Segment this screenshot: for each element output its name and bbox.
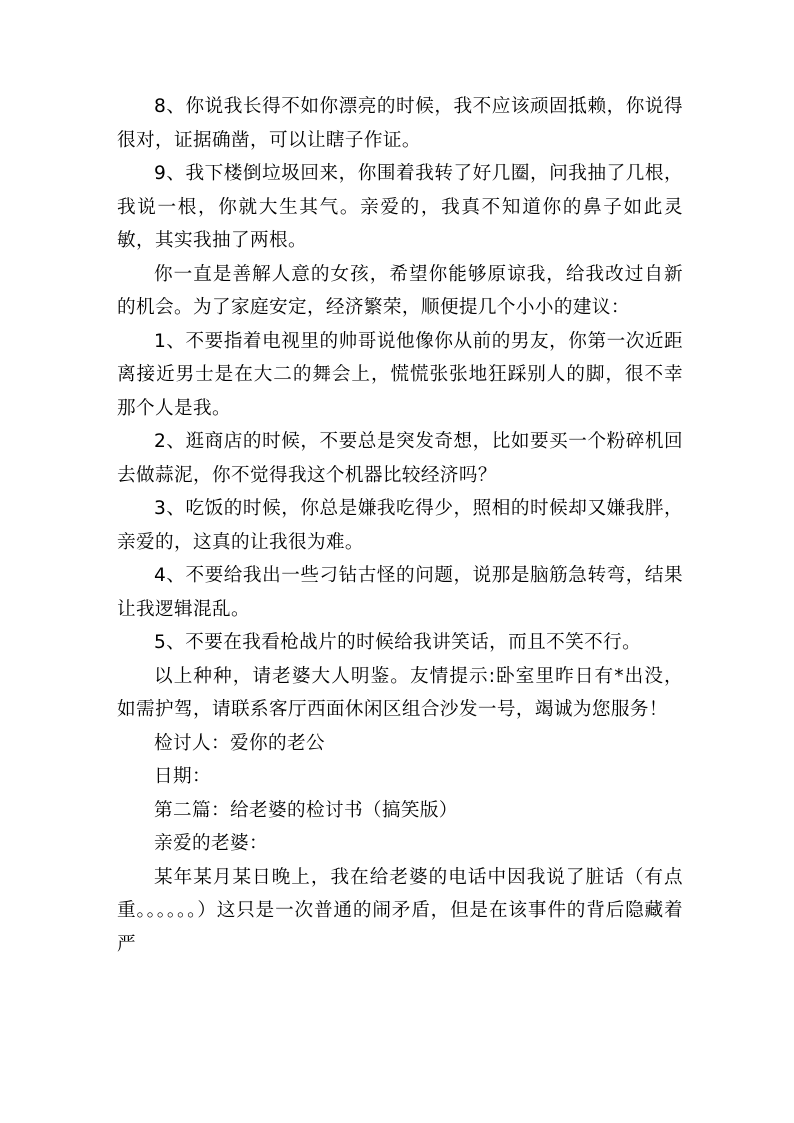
paragraph-request-forgiveness: 你一直是善解人意的女孩，希望你能够原谅我，给我改过自新的机会。为了家庭安定，经济繁荣，顺便提几个小小的建议： [117, 263, 683, 318]
paragraph-closing-note: 以上种种，请老婆大人明鉴。友情提示:卧室里昨日有*出没，如需护驾，请联系客厅西面休闲区组合沙发一号，竭诚为您服务！ [117, 665, 683, 720]
salutation: 亲爱的老婆： [154, 833, 268, 854]
date-line: 日期： [154, 766, 211, 787]
paragraph-suggestion-5: 5、不要在我看枪战片的时候给我讲笑话，而且不笑不行。 [154, 632, 642, 653]
signature-line: 检讨人：爱你的老公 [154, 732, 325, 754]
paragraph-suggestion-2: 2、逛商店的时候，不要总是突发奇想，比如要买一个粉碎机回去做蒜泥，你不觉得我这个机器比较经济吗？ [117, 431, 683, 486]
paragraph-item-8: 8、你说我长得不如你漂亮的时候，我不应该顽固抵赖，你说得很对，证据确凿，可以让瞎子作证。 [117, 96, 683, 151]
document-body [117, 90, 683, 961]
paragraph-story-intro: 某年某月某日晚上，我在给老婆的电话中因我说了脏话（有点重。。。。。。）这只是一次普通的闹矛盾，但是在该事件的背后隐藏着严 [117, 866, 683, 955]
paragraph-suggestion-4: 4、不要给我出一些刁钻古怪的问题，说那是脑筋急转弯，结果让我逻辑混乱。 [117, 565, 683, 620]
paragraph-item-9: 9、我下楼倒垃圾回来，你围着我转了好几圈，问我抽了几根，我说一根，你就大生其气。亲爱的，我真不知道你的鼻子如此灵敏，其实我抽了两根。 [117, 163, 683, 251]
paragraph-suggestion-1: 1、不要指着电视里的帅哥说他像你从前的男友，你第一次近距离接近男士是在大二的舞会上，慌慌张张地狂踩别人的脚，很不幸那个人是我。 [117, 330, 683, 419]
section-heading: 第二篇：给老婆的检讨书（搞笑版） [154, 799, 458, 821]
paragraph-suggestion-3: 3、吃饭的时候，你总是嫌我吃得少，照相的时候却又嫌我胖，亲爱的，这真的让我很为难。 [117, 498, 683, 553]
